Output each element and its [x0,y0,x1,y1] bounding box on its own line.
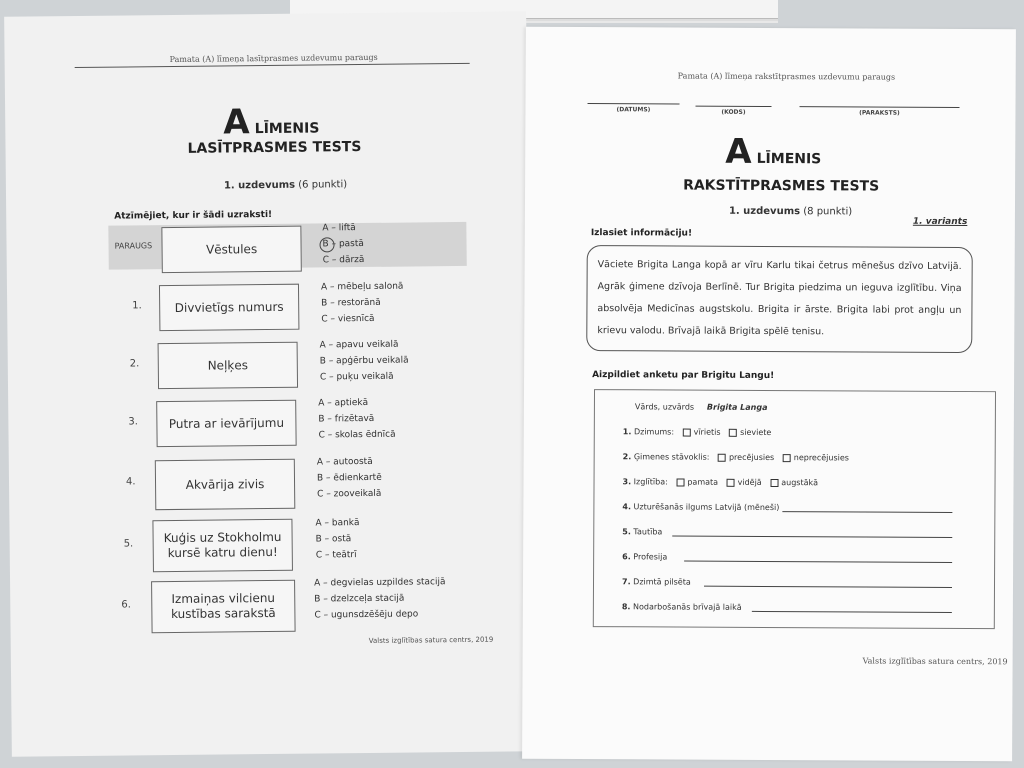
sign-box: Neļķes [158,342,298,389]
option-b: B – restorānā [321,297,381,309]
level-heading [223,101,319,142]
checkbox[interactable] [676,478,684,486]
big-letter-a: A [725,131,752,172]
checkbox[interactable] [770,479,778,487]
option-a: A – degvielas uzpildes stacijā [314,577,446,589]
sign-box: Izmaiņas vilcienu kustības sarakstā [151,580,296,634]
option-a: A – bankā [315,518,360,529]
option-c: C – zooveikalā [317,488,382,500]
hometown-field[interactable] [704,586,952,588]
options-group [314,574,446,623]
option-a: A – mēbeļu salonā [320,281,404,293]
task-heading [224,179,347,191]
item-number: 6. [121,599,131,611]
left-page-reading-test [4,11,534,756]
profession-label: 6. Profesija [622,552,668,562]
stay-duration-field[interactable] [782,511,952,513]
test-title: RAKSTĪTPRASMES TESTS [683,177,880,195]
option-b: B – ostā [315,534,352,545]
item-number: 3. [128,416,138,428]
level-heading [725,132,821,173]
code-label: (KODS) [721,108,746,116]
options-group [320,337,409,386]
form-instruction: Aizpildiet anketu par Brigitu Langu! [592,370,775,382]
sign-box: Divvietīgs numurs [159,284,299,331]
task-number: 1. uzdevums [223,179,296,192]
options-group [317,454,382,503]
header-rule [75,63,470,68]
checkbox[interactable] [718,453,726,461]
item-number: 2. [129,358,140,370]
name-label: Vārds, uzvārds [634,402,695,412]
sign-box-example: Vēstules [161,226,301,273]
left-page-header: Pamata (A) līmeņa lasītprasmes uzdevumu paraugs [169,52,378,65]
right-page-writing-test [522,27,1016,762]
option-c: C – dārzā [322,254,365,266]
task-heading [729,206,852,218]
right-page-header: Pamata (A) līmeņa rakstītprasmes uzdevumu paraugs [677,71,896,82]
info-text-box: Vāciete Brigita Langa kopā ar vīru Karlu tikai četrus mēnešus dzīvo Latvijā. Agrāk ģimene dzīvoja Berlīnē. Tur Brigita piedzima un ieguva izglītību. Viņa absolvēja Medicīnas augstskolu. Brigita ir ārste. Brigita labi prot angļu un krievu valodu. Brīvajā laikā Brigita spēlē tenisu. [586,245,973,353]
item-number: 1. [132,300,142,312]
option-a: A – autoostā [316,456,373,468]
hobby-label: 8. Nodarbošanās brīvajā laikā [621,602,742,612]
variant-label: 1. variants [912,216,968,228]
checkbox[interactable] [783,454,791,462]
options-group [318,395,396,444]
item-number: 5. [123,538,134,550]
sign-box: Putra ar ievārījumu [156,400,296,447]
option-c: C – viesnīcā [321,313,375,325]
item-number: 4. [125,476,136,488]
right-page-footer: Valsts izglītības satura centrs, 2019 [862,656,1008,667]
marital-status-row: 2. Ģimenes stāvoklis: precējusies neprecējusies [622,452,849,463]
profession-field[interactable] [684,561,952,563]
example-label: PARAUGS [114,241,153,251]
sign-box: Kuģis uz Stokholmu kursē katru dienu! [152,519,293,572]
test-title: LASĪTPRASMES TESTS [187,139,362,157]
date-line [588,103,680,104]
task-number: 1. uzdevums [728,205,801,218]
option-c: C – skolas ēdnīcā [318,429,396,441]
level-word: LĪMENIS [756,150,822,168]
date-label: (DATUMS) [616,106,651,114]
option-b-circled: B – pastā [322,236,364,252]
option-b: B – apģērbu veikalā [319,355,409,367]
read-instruction: Izlasiet informāciju! [590,228,693,239]
option-b: B – ēdienkartē [316,472,382,484]
name-value: Brigita Langa [706,402,768,412]
option-a: A – apavu veikalā [319,339,399,351]
options-group [321,279,404,328]
nationality-field[interactable] [672,535,952,537]
code-line [696,106,772,107]
option-b: B – frizētavā [318,413,375,425]
checkbox[interactable] [683,428,691,436]
sign-box: Akvārija zivis [155,459,296,510]
level-word: LĪMENIS [254,120,320,138]
option-b: B – dzelzceļa stacijā [314,593,405,605]
option-c: C – ugunsdzēšēju depo [314,609,419,621]
hobby-field[interactable] [752,611,952,613]
task-instruction: Atzīmējiet, kur ir šādi uzraksti! [114,209,273,222]
nationality-label: 5. Tautība [622,527,663,537]
signature-label: (PARAKSTS) [859,109,900,117]
questionnaire-form [593,389,996,629]
answer-circle [319,237,334,252]
option-a: A – liftā [322,223,356,234]
options-group [315,515,360,563]
task-points: (8 punkti) [803,206,853,218]
checkbox[interactable] [727,478,735,486]
signature-line [800,106,960,108]
gender-row: 1. Dzimums: vīrietis sieviete [622,427,772,438]
education-row: 3. Izglītība: pamata vidējā augstākā [622,477,819,488]
stay-duration-label: 4. Uzturēšanās ilgums Latvijā (mēneši) [622,502,780,513]
hometown-label: 7. Dzimtā pilsēta [621,577,691,587]
left-page-footer: Valsts izglītības satura centrs, 2019 [368,635,494,645]
option-a: A – aptiekā [318,397,369,409]
option-c: C – teātrī [315,550,357,561]
big-letter-a: A [223,102,250,143]
task-points: (6 punkti) [298,179,348,191]
option-c: C – puķu veikalā [319,371,394,383]
options-example [322,220,364,268]
checkbox[interactable] [729,428,737,436]
